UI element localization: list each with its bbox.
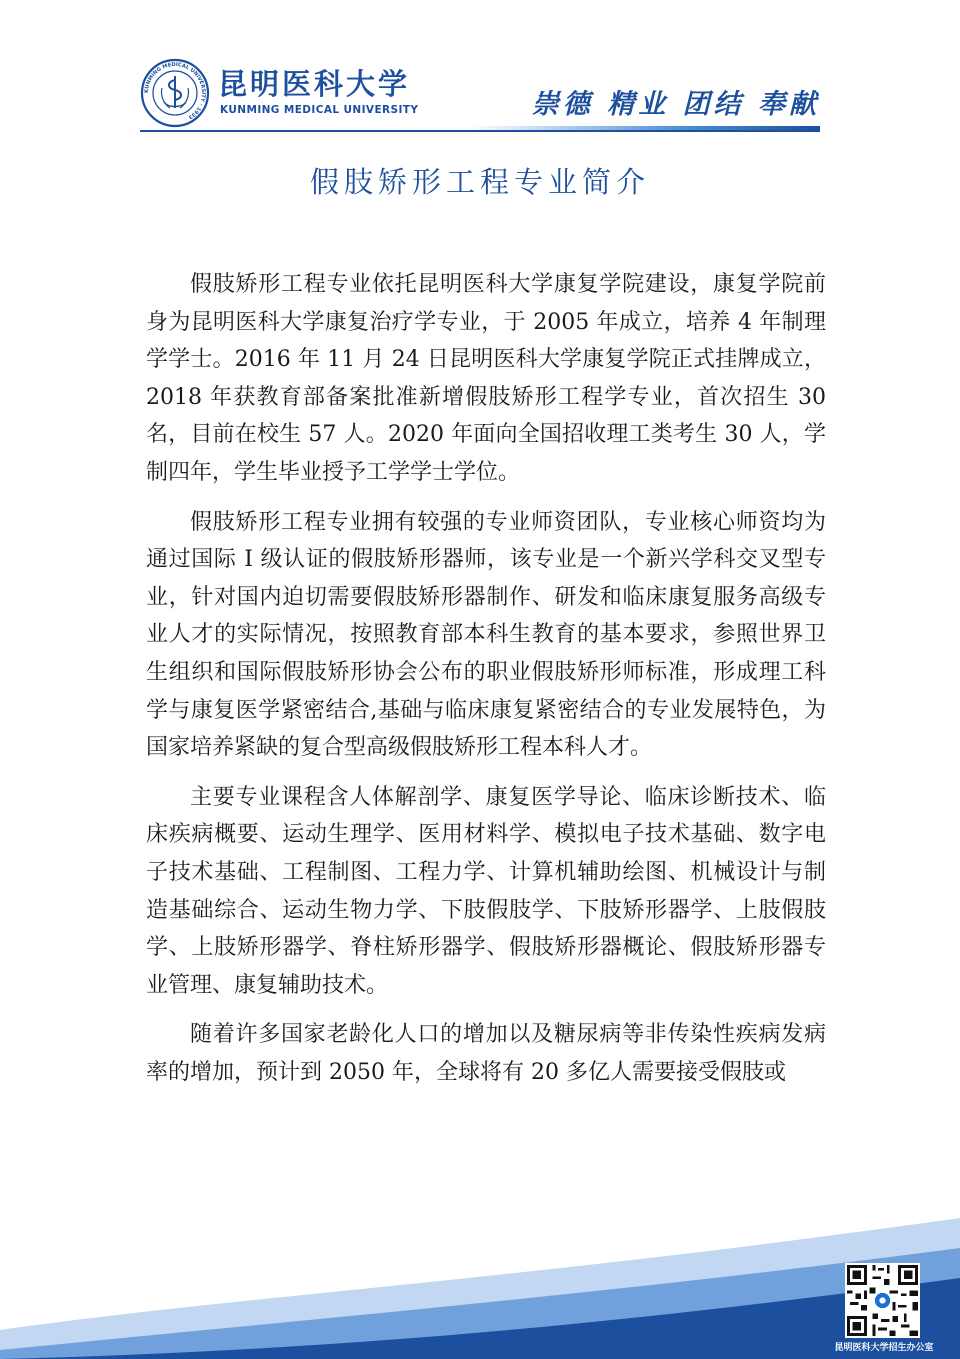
seal-ring-text: KUNMING MEDICAL UNIVERSITY · 1933: [143, 61, 207, 121]
header-divider: [140, 130, 820, 132]
footer-wave-decoration: [0, 1200, 960, 1359]
document-body: [146, 266, 826, 1103]
qr-code-icon[interactable]: [845, 1263, 920, 1338]
paragraph-faculty: 假肢矫形工程专业拥有较强的专业师资团队，专业核心师资均为通过国际 I 级认证的假肢矫形器师，该专业是一个新兴学科交叉型专业，针对国内迫切需要假肢矫形器制作、研发和临床康复服务高级专业人才的实际情况，按照教育部本科生教育的基本要求，参照世界卫生组织和国际假肢矫形协会公布的职业假肢矫形师标准，形成理工科学与康复医学紧密结合,基础与临床康复紧密结合的专业发展特色，为国家培养紧缺的复合型高级假肢矫形工程本科人才。: [146, 509, 826, 761]
paragraph-history: 假肢矫形工程专业依托昆明医科大学康复学院建设，康复学院前身为昆明医科大学康复治疗学专业，于 2005 年成立，培养 4 年制理学学士。2016 年 11 月 24 日昆明医科大学康复学院正式挂牌成立，2018 年获教育部备案批准新增假肢矫形工程学专业，首次招生 30 名，目前在校生 57 人。2020 年面向全国招收理工类考生 30 人，学制四年，学生毕业授予工学学士学位。: [146, 272, 826, 485]
university-motto: 崇德 精业 团结 奉献: [531, 89, 820, 120]
university-logo-english: KUNMING MEDICAL UNIVERSITY: [220, 104, 419, 116]
page-title: 假肢矫形工程专业简介: [309, 165, 650, 199]
page-header: [0, 0, 960, 140]
paragraph-courses: 主要专业课程含人体解剖学、康复医学导论、临床诊断技术、临床疾病概要、运动生理学、医用材料学、模拟电子技术基础、数字电子技术基础、工程制图、工程力学、计算机辅助绘图、机械设计与制造基础综合、运动生物力学、下肢假肢学、下肢矫形器学、上肢假肢学、上肢矫形器学、脊柱矫形器学、假肢矫形器概论、假肢矫形器专业管理、康复辅助技术。: [146, 784, 826, 998]
university-logo-chinese: 昆明医科大学: [218, 67, 411, 101]
qr-caption: 昆明医科大学招生办公室: [834, 1343, 934, 1353]
university-seal-icon: [140, 58, 210, 128]
paragraph-outlook: 随着许多国家老龄化人口的增加以及糖尿病等非传染性疾病发病率的增加，预计到 2050 年，全球将有 20 多亿人需要接受假肢或: [146, 1022, 826, 1085]
